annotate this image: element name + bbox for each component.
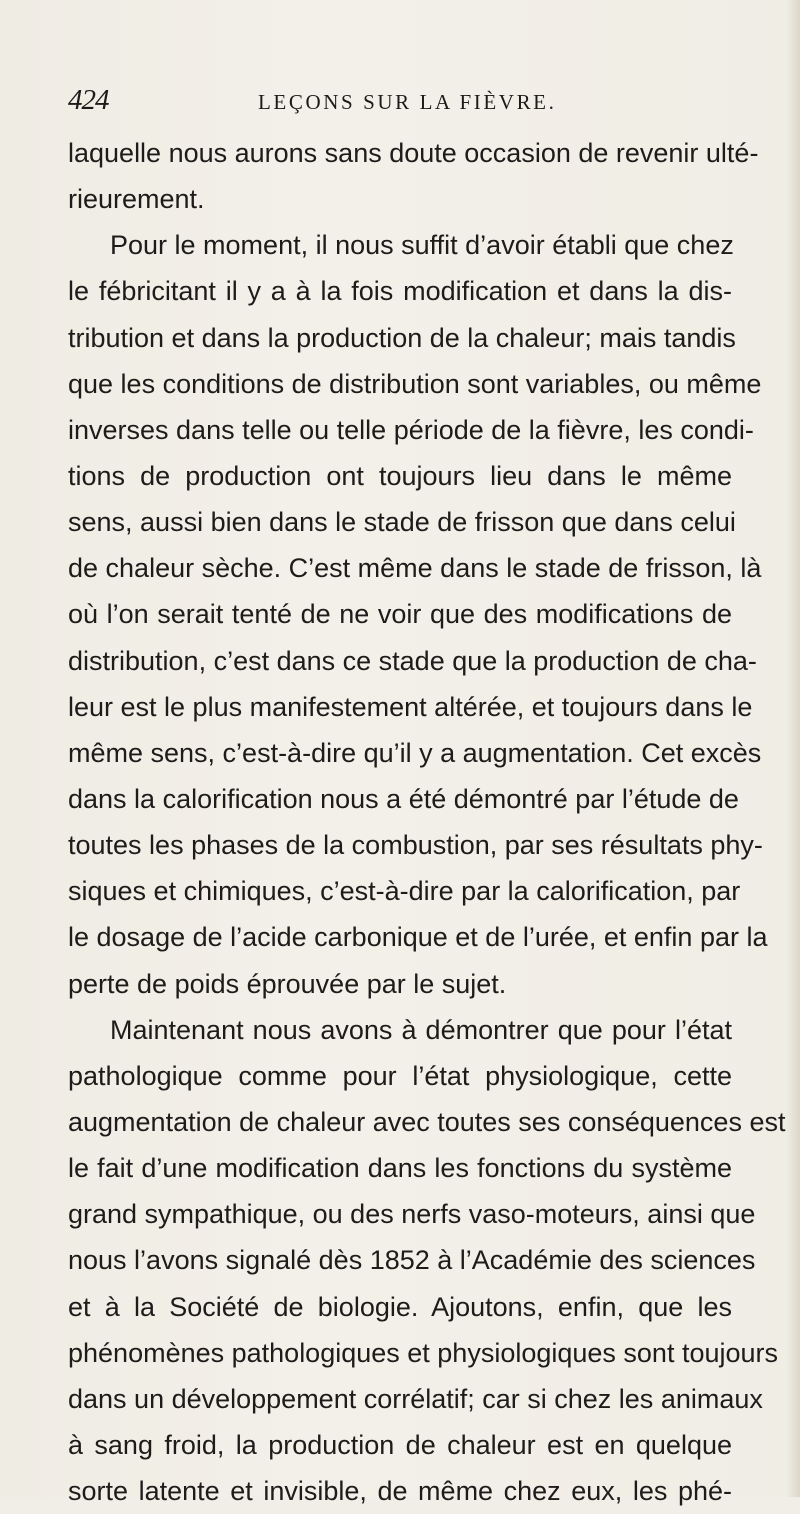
text-line: dans un développement corrélatif; car si chez les animaux bbox=[68, 1383, 763, 1414]
text-line: grand sympathique, ou des nerfs vaso-moteurs, ainsi que bbox=[68, 1199, 756, 1230]
text-line: leur est le plus manifestement altérée, et toujours dans le bbox=[68, 691, 753, 722]
text-line: le fait d’une modification dans les fonctions du système bbox=[68, 1153, 732, 1184]
text-line: Pour le moment, il nous suffit d’avoir établi que chez bbox=[110, 230, 734, 261]
text-line: à sang froid, la production de chaleur est en quelque bbox=[68, 1429, 732, 1460]
page-number: 424 bbox=[68, 84, 109, 116]
text-line: perte de poids éprouvée par le sujet. bbox=[68, 968, 507, 999]
running-title: LEÇONS SUR LA FIÈVRE. bbox=[258, 90, 557, 114]
text-line: où l’on serait tenté de ne voir que des modifications de bbox=[68, 599, 732, 630]
text-line: sens, aussi bien dans le stade de frisson que dans celui bbox=[68, 507, 736, 538]
text-line: et à la Société de biologie. Ajoutons, enfin, que les bbox=[68, 1291, 732, 1322]
text-line: augmentation de chaleur avec toutes ses conséquences est bbox=[68, 1106, 786, 1137]
text-line: même sens, c’est-à-dire qu’il y a augmentation. Cet excès bbox=[68, 737, 762, 768]
text-line: que les conditions de distribution sont variables, ou même bbox=[68, 368, 762, 399]
text-line: Maintenant nous avons à démontrer que pour l’état bbox=[110, 1014, 732, 1045]
text-line: le dosage de l’acide carbonique et de l’urée, et enfin par la bbox=[68, 922, 768, 953]
text-line: sorte latente et invisible, de même chez eux, les phé- bbox=[68, 1476, 732, 1507]
text-line: pathologique comme pour l’état physiologique, cette bbox=[68, 1060, 732, 1091]
text-line: tions de production ont toujours lieu dans le même bbox=[68, 460, 732, 491]
text-line: inverses dans telle ou telle période de la fièvre, les condi- bbox=[68, 414, 754, 445]
text-line: distribution, c’est dans ce stade que la production de cha- bbox=[68, 645, 757, 676]
text-line: tribution et dans la production de la chaleur; mais tandis bbox=[68, 322, 736, 353]
text-line: rieurement. bbox=[68, 184, 205, 215]
body-text bbox=[68, 130, 786, 1514]
text-line: nous l’avons signalé dès 1852 à l’Académie des sciences bbox=[68, 1245, 756, 1276]
page-header bbox=[68, 84, 738, 124]
text-line: phénomènes pathologiques et physiologiques sont toujours bbox=[68, 1337, 779, 1368]
text-line: le fébricitant il y a à la fois modification et dans la dis- bbox=[68, 276, 732, 307]
text-line: siques et chimiques, c’est-à-dire par la calorification, par bbox=[68, 876, 741, 907]
text-line: dans la calorification nous a été démontré par l’étude de bbox=[68, 783, 739, 814]
text-line: laquelle nous aurons sans doute occasion de revenir ulté- bbox=[68, 138, 759, 168]
text-line: de chaleur sèche. C’est même dans le stade de frisson, là bbox=[68, 553, 762, 584]
page-edge-shadow bbox=[786, 0, 800, 1497]
text-line: toutes les phases de la combustion, par ses résultats phy- bbox=[68, 830, 763, 861]
